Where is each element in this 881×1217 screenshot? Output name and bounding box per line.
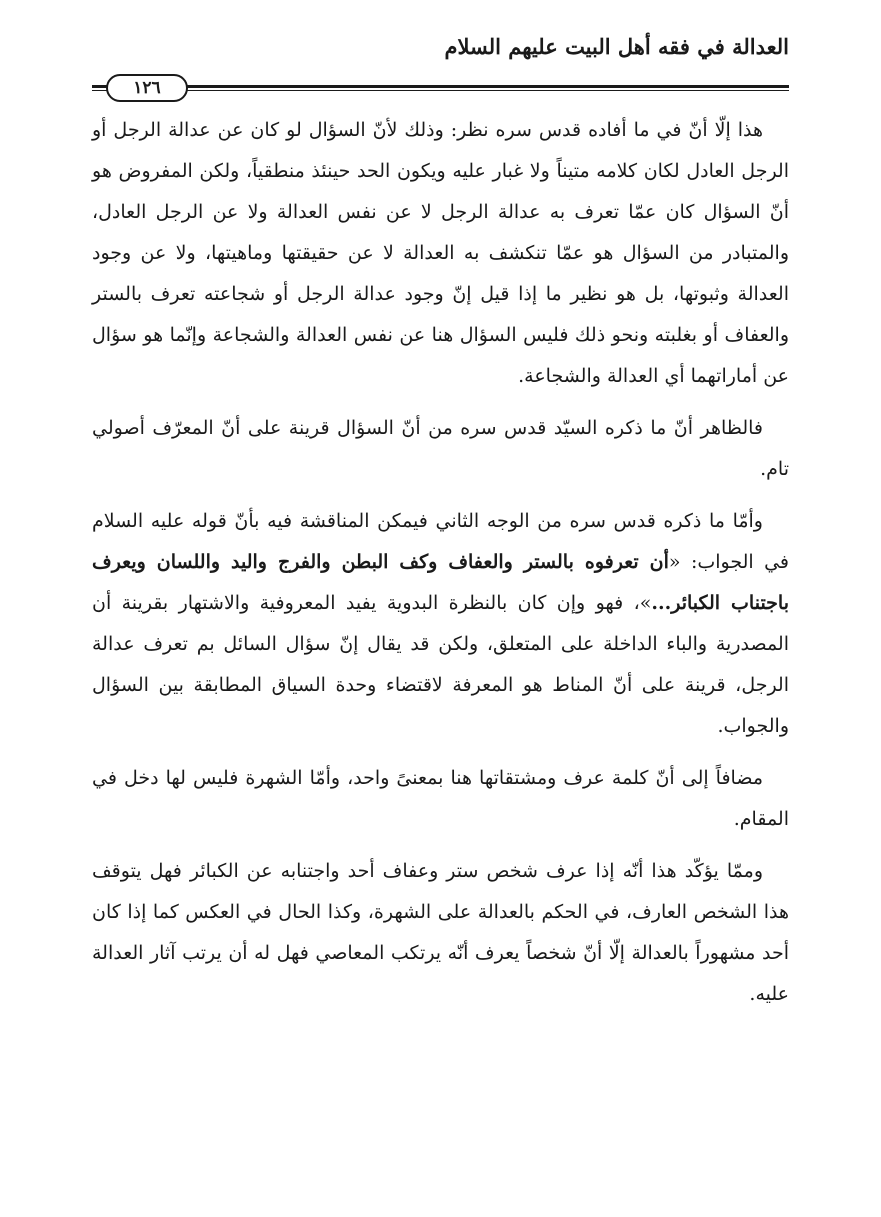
- header-rule-thick: [92, 85, 789, 88]
- paragraph-1: هذا إلّا أنّ في ما أفاده قدس سره نظر: وذلك لأنّ السؤال لو كان عن عدالة الرجل أو الرجل العادل لكان كلامه متيناً ولا غبار عليه ويكون الحد حينئذ منطقياً، ولكن المفروض هو أنّ السؤال كان عمّا تعرف به عدالة الرجل لا عن نفس العدالة ولا عن الرجل العادل، والمتبادر من السؤال هو عمّا تنكشف به العدالة لا عن حقيقتها وماهيتها، ولا عن وجود العدالة وثبوتها، بل هو نظير ما إذا قيل إنّ وجود عدالة الرجل أو شجاعته تعرف بالستر والعفاف أو بغلبته ونحو ذلك فليس السؤال هنا عن نفس العدالة والشجاعة وإنّما هو سؤال عن أماراتهما أي العدالة والشجاعة.: [92, 119, 790, 387]
- paragraph-3: [92, 501, 789, 747]
- hadith-quote: أن تعرفوه بالستر والعفاف وكف البطن والفرج واليد واللسان ويعرف باجتناب الكبائر...: [92, 551, 790, 614]
- page-number: ١٢٦: [106, 74, 188, 102]
- paragraph-2: فالظاهر أنّ ما ذكره السيّد قدس سره من أنّ السؤال قرينة على أنّ المعرّف أصولي تام.: [92, 417, 789, 480]
- header-rule-thin: [92, 90, 789, 91]
- paragraph-5: وممّا يؤكّد هذا أنّه إذا عرف شخص ستر وعفاف أحد واجتنابه عن الكبائر فهل يتوقف هذا الشخص العارف، في الحكم بالعدالة على الشهرة، وكذا الحال في العكس كما إذا كان أحد مشهوراً بالعدالة إلّا أنّ شخصاً يعرف أنّه يرتكب المعاصي فهل له أن يرتب آثار العدالة عليه.: [92, 860, 789, 1005]
- page-header: [92, 28, 789, 98]
- page-body: [92, 110, 789, 1026]
- paragraph-3-tail: »، فهو وإن كان بالنظرة البدوية يفيد المعروفية والاشتهار بقرينة أن المصدرية والباء الداخلة على المتعلق، ولكن قد يقال إنّ سؤال السائل بم تعرف عدالة الرجل، قرينة على أنّ المناط هو المعرفة لاقتضاء وحدة السياق المطابقة بين السؤال والجواب.: [92, 592, 789, 737]
- paragraph-3-lead: وأمّا ما ذكره قدس سره من الوجه الثاني فيمكن المناقشة فيه بأنّ قوله عليه السلام في الجواب: «: [92, 510, 789, 573]
- paragraph-4: مضافاً إلى أنّ كلمة عرف ومشتقاتها هنا بمعنىً واحد، وأمّا الشهرة فليس لها دخل في المقام.: [92, 767, 789, 830]
- running-title: العدالة في فقه أهل البيت عليهم السلام: [444, 34, 789, 59]
